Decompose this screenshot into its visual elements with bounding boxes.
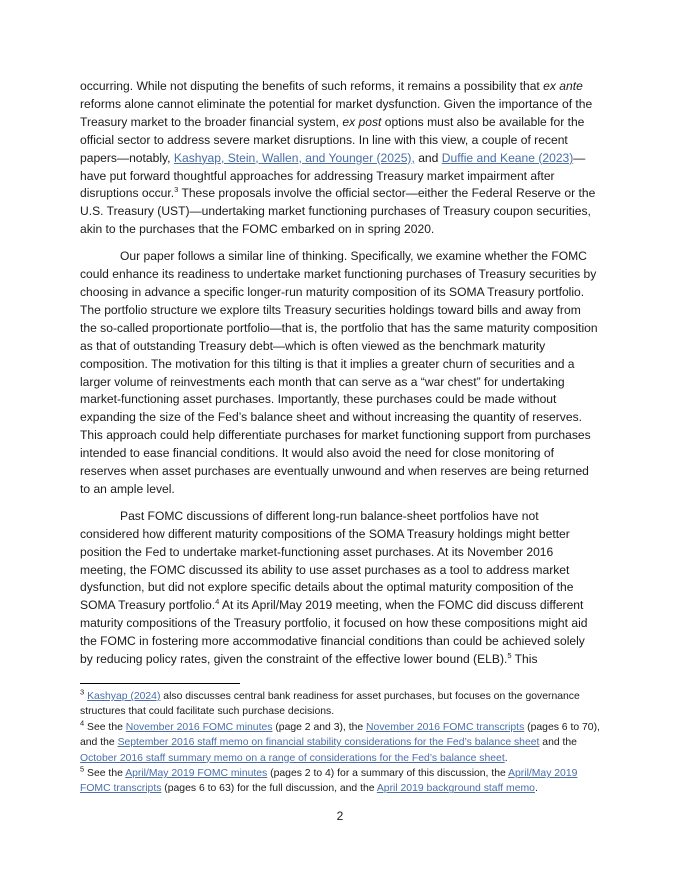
footnote-text: . bbox=[534, 783, 538, 795]
paragraph-text: Past FOMC discussions of different long-run balance-sheet portfolios have not considered how different maturity compositions of the SOMA Treasury holdings might better position the Fed to undertake market-functioning asset purchases. At its November 2016 meeting, the FOMC discussed its ability to use asset purchases as a tool to address market dysfunction, but did not explore specific details about the optimal maturity composition of the SOMA Treasury portfolio. bbox=[80, 508, 574, 613]
paragraph-text: and bbox=[414, 150, 442, 165]
footnote-text: (pages 6 to 63) for the full discussion, and the bbox=[161, 783, 377, 795]
footnote-link-nov-2016-minutes[interactable]: November 2016 FOMC minutes bbox=[125, 721, 273, 733]
footnote-text: (page 2 and 3), the bbox=[272, 721, 367, 733]
footnote-text: See the bbox=[84, 721, 126, 733]
footnote-5 bbox=[80, 766, 605, 797]
footnote-text: See the bbox=[84, 768, 126, 780]
footnote-link-apr-2019-staff-memo[interactable]: April 2019 background staff memo bbox=[376, 783, 535, 795]
footnote-link-sep-2016-staff-memo[interactable]: September 2016 staff memo on financial stability considerations for the Fed’s balance sheet bbox=[117, 737, 540, 749]
paragraph-text: options must also be available for the official sector to address severe market disruptions. In line with this view, a couple of recent papers—notably, bbox=[80, 114, 585, 165]
footnote-marker-5: 5 bbox=[507, 651, 512, 661]
citation-link-kashyap-stein-wallen-younger[interactable]: Kashyap, Stein, Wallen, and Younger (2025), bbox=[173, 150, 415, 165]
footnote-link-apr-may-2019-transcripts[interactable]: April/May 2019 FOMC transcripts bbox=[80, 768, 578, 795]
footnote-link-oct-2016-summary-memo[interactable]: October 2016 staff summary memo on a range of considerations for the Fed’s balance sheet bbox=[80, 752, 505, 764]
paragraph-1 bbox=[80, 78, 600, 239]
italic-term: ex post bbox=[342, 114, 382, 129]
footnote-link-kashyap-2024[interactable]: Kashyap (2024) bbox=[87, 691, 161, 702]
paragraph-text: These proposals involve the official sector—either the Federal Reserve or the U.S. Treasury (UST)—undertaking market functioning purchases of Treasury coupon securities, akin to the purchases that the FOMC embarked on in spring 2020. bbox=[80, 186, 596, 237]
paragraph-text: This bbox=[511, 652, 538, 667]
footnote-link-nov-2016-transcripts[interactable]: November 2016 FOMC transcripts bbox=[366, 721, 525, 733]
footnote-text: also discusses central bank readiness for asset purchases, but focuses on the governance structures that could facilitate such purchase decisions. bbox=[80, 691, 580, 718]
footnote-number: 3 bbox=[80, 687, 85, 697]
paragraph-text: reforms alone cannot eliminate the potential for market dysfunction. Given the importance of the Treasury market to the broader financial system, bbox=[80, 96, 593, 129]
footnote-4 bbox=[80, 720, 605, 766]
paragraph-2: Our paper follows a similar line of thinking. Specifically, we examine whether the FOMC could enhance its readiness to undertake market functioning purchases of Treasury securities by choosing in advance a specific longer-run maturity composition of its SOMA Treasury portfolio. The portfolio structure we explore tilts Treasury securities holdings toward bills and away from the so-called proportionate portfolio—that is, the portfolio that has the same maturity composition as that of outstanding Treasury debt—which is often viewed as the benchmark maturity composition. The motivation for this tilting is that it implies a greater churn of securities and a larger volume of reinvestments each month that can serve as a “war chest” for undertaking market-functioning asset purchases. Importantly, these purchases could be made without expanding the size of the Fed’s balance sheet and without increasing the quantity of reserves. This approach could help differentiate purchases for market functioning support from purchases intended to ease financial conditions. It would also avoid the need for close monitoring of reserves when asset purchases are eventually unwound and when reserves are being returned to an ample level. bbox=[80, 249, 598, 496]
page-number: 2 bbox=[336, 809, 344, 823]
footnote-marker-3: 3 bbox=[174, 185, 179, 195]
footnote-3 bbox=[80, 689, 605, 720]
page-body bbox=[80, 78, 600, 669]
footnote-separator bbox=[80, 683, 240, 684]
footnote-marker-4: 4 bbox=[215, 597, 220, 607]
paragraph-3 bbox=[80, 508, 600, 669]
footnotes bbox=[80, 689, 605, 797]
footnote-text: and the bbox=[539, 737, 577, 749]
footnote-link-apr-may-2019-minutes[interactable]: April/May 2019 FOMC minutes bbox=[125, 768, 268, 780]
paragraph-text: At its April/May 2019 meeting, when the FOMC did discuss different maturity compositions of the Treasury portfolio, it focused on how these compositions might aid the FOMC in fostering more accommodative financial conditions than could be achieved solely by reducing policy rates, given the constraint of the effective lower bound (ELB). bbox=[80, 598, 588, 667]
footnote-text: (pages 2 to 4) for a summary of this discussion, the bbox=[267, 768, 509, 780]
footnote-number: 5 bbox=[80, 764, 85, 774]
footnote-number: 4 bbox=[80, 718, 85, 728]
citation-link-duffie-keane[interactable]: Duffie and Keane (2023) bbox=[441, 150, 574, 165]
footnote-text: . bbox=[504, 752, 508, 764]
italic-term: ex ante bbox=[543, 79, 583, 93]
footnote-text: (pages 6 to 70), and the bbox=[80, 721, 600, 749]
paragraph-text: —have put forward thoughtful approaches for addressing Treasury market impairment after disruptions occur. bbox=[80, 150, 586, 201]
paragraph-text: occurring. While not disputing the benefits of such reforms, it remains a possibility that bbox=[80, 79, 544, 93]
